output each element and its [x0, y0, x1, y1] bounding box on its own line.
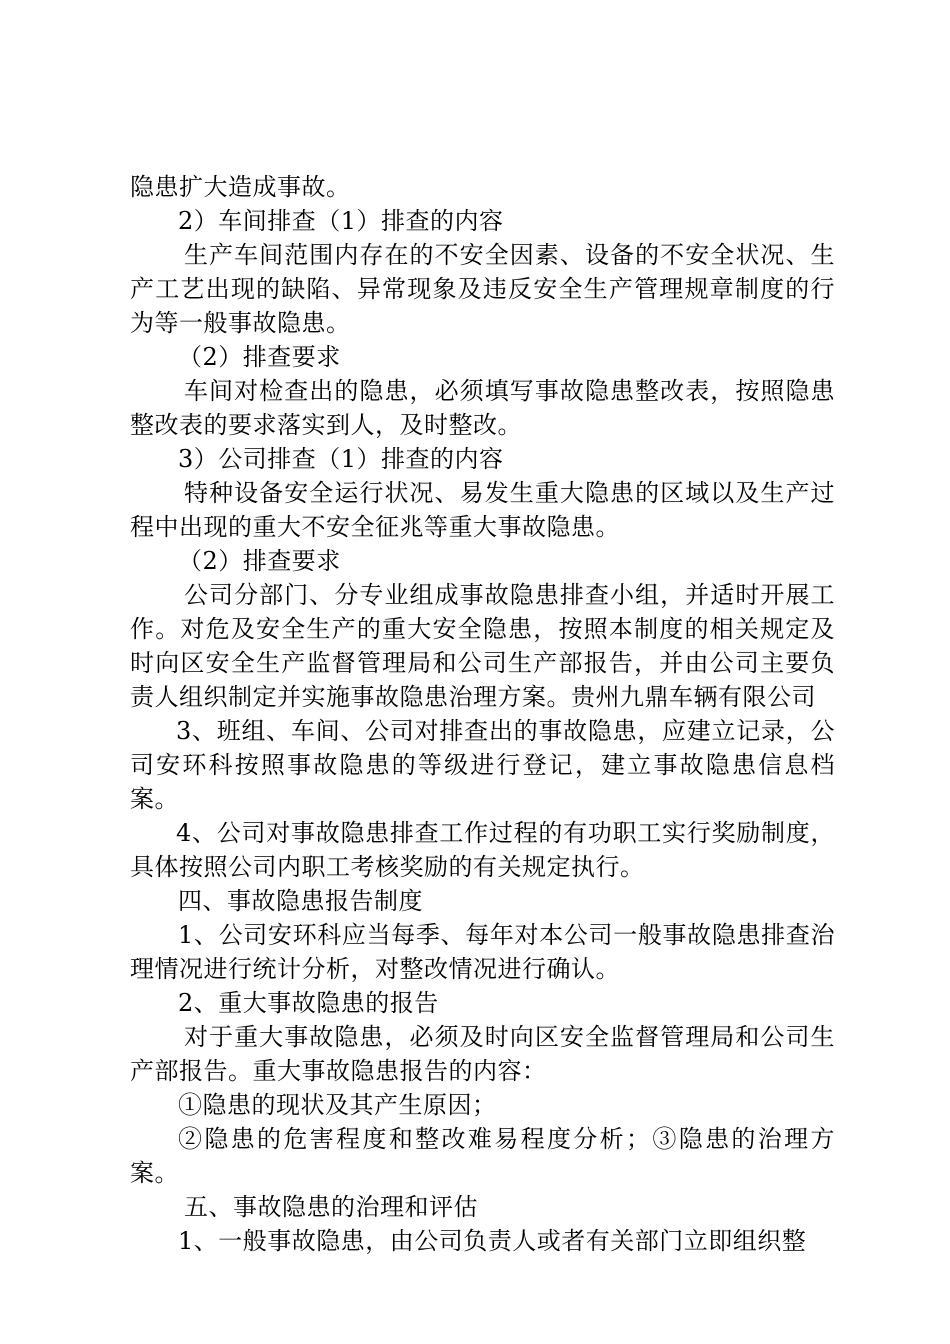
paragraph-1: 隐患扩大造成事故。 [130, 173, 351, 201]
paragraph-7: 特种设备安全运行状况、易发生重大隐患的区域以及生产过程中出现的重大不安全征兆等重大事故隐患。 [130, 479, 835, 541]
paragraph-8: （2）排查要求 [178, 547, 341, 575]
paragraph-14: 2、重大事故隐患的报告 [178, 989, 439, 1017]
paragraph-6: 3）公司排查（1）排查的内容 [178, 445, 504, 473]
paragraph-2: 2）车间排查（1）排查的内容 [178, 207, 504, 235]
paragraph-4: （2）排查要求 [178, 343, 341, 371]
paragraph-19: 1、一般事故隐患，由公司负责人或者有关部门立即组织整 [178, 1227, 807, 1255]
paragraph-17: ②隐患的危害程度和整改难易程度分析；③隐患的治理方案。 [130, 1125, 835, 1187]
document-body [130, 170, 835, 1258]
paragraph-12: 四、事故隐患报告制度 [178, 887, 423, 915]
paragraph-10: 3、班组、车间、公司对排查出的事故隐患，应建立记录，公司安环科按照事故隐患的等级进行登记，建立事故隐患信息档案。 [130, 717, 835, 813]
paragraph-9: 公司分部门、分专业组成事故隐患排查小组，并适时开展工作。对危及安全生产的重大安全隐患，按照本制度的相关规定及时向区安全生产监督管理局和公司生产部报告，并由公司主要负责人组织制定并实施事故隐患治理方案。贵州九鼎车辆有限公司 [130, 581, 835, 711]
paragraph-13: 1、公司安环科应当每季、每年对本公司一般事故隐患排查治理情况进行统计分析，对整改情况进行确认。 [130, 921, 835, 983]
paragraph-18: 五、事故隐患的治理和评估 [184, 1193, 478, 1221]
paragraph-3: 生产车间范围内存在的不安全因素、设备的不安全状况、生产工艺出现的缺陷、异常现象及违反安全生产管理规章制度的行为等一般事故隐患。 [130, 241, 835, 337]
paragraph-11: 4、公司对事故隐患排查工作过程的有功职工实行奖励制度，具体按照公司内职工考核奖励的有关规定执行。 [130, 819, 835, 881]
paragraph-15: 对于重大事故隐患，必须及时向区安全监督管理局和公司生产部报告。重大事故隐患报告的内容： [130, 1023, 835, 1085]
paragraph-5: 车间对检查出的隐患，必须填写事故隐患整改表，按照隐患整改表的要求落实到人，及时整改。 [130, 377, 835, 439]
paragraph-16: ①隐患的现状及其产生原因； [178, 1091, 497, 1119]
